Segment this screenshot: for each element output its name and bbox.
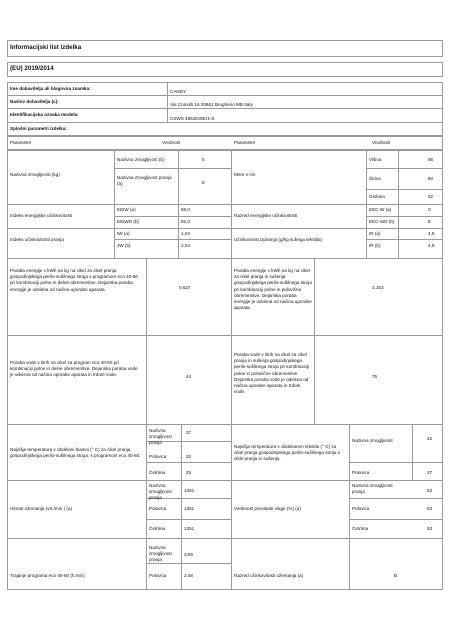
ir-value: 4,9: [428, 231, 435, 236]
energy-wd-text: Poraba energije v kWh na kg na cikel za cikel pranja in sušenja gospodinjskega perilo-sušilnega stroja pri kombinaciji polne in polovične obremenitve. Dejanska poraba energije je odvisna od načina uporabe aparata.: [234, 268, 312, 311]
address-label: Naslov dobavitelja (c):: [10, 99, 59, 104]
eeiw-value: 69,0: [181, 207, 190, 212]
dims-label: Mere v cm: [234, 172, 256, 177]
eei-label: Indeks energijske učinkovitosti: [10, 213, 73, 218]
energy-wd-value: 3,153: [372, 285, 384, 290]
capacity-label: Nazivna zmogljivost (kg): [10, 172, 60, 177]
param-header-1: Parameter: [10, 140, 32, 145]
temp-wd-half-value: 27: [427, 470, 433, 475]
temp-wd-rated-value: 42: [427, 436, 433, 441]
moist-rated-value: 53: [427, 488, 433, 493]
height-label: Višina: [369, 157, 382, 162]
cap-wash-label: Nazivna zmogljivost pranja (a): [117, 175, 172, 187]
model-value: CSWS 4852DWE/1-S: [170, 116, 215, 121]
width-label: Širina: [369, 176, 381, 181]
eeiw-label: EEIW (a): [117, 207, 136, 212]
energy-w-value: 0,637: [179, 285, 191, 290]
spin-quarter-label: Četrtina: [149, 526, 166, 531]
wash-eff-label: Indeks učinkovitosti pranja: [10, 237, 64, 242]
moist-quarter-value: 53: [427, 526, 433, 531]
eeiwd-label: EEIWD (b): [117, 219, 139, 224]
temp-half-value: 32: [186, 454, 192, 459]
iw-value: 1,04: [181, 231, 190, 236]
ee-class-label: Razred energijske učinkovitosti: [234, 213, 298, 218]
iw-label: IW (a): [117, 231, 130, 236]
general-params-label: Splošni parametri izdelka:: [10, 126, 67, 131]
jw-value: 1,04: [181, 243, 190, 248]
water-w-value: 44: [186, 374, 192, 379]
width-value: 60: [428, 176, 434, 181]
cap-rated-label: Nazivna zmogljivost (b): [117, 157, 165, 162]
dur-half-label: Polovica: [149, 573, 167, 578]
spin-half-label: Polovica: [149, 506, 167, 511]
ir2-value: 4,9: [428, 243, 435, 248]
regulation: (EU) 2019/2014: [10, 65, 54, 72]
value-header-1: Vrednost: [162, 140, 181, 145]
value-header-2: Vrednost: [372, 140, 391, 145]
brand-value: CANDY: [170, 89, 187, 94]
jw-label: JW (b): [117, 243, 131, 248]
address-value: Via Comolli 16 20861 Brugherio MB Italy: [170, 102, 253, 107]
eecwd-label: EEC-WD (b): [369, 219, 395, 224]
spin-class-label: Razred učinkovitosti ožemanja (a): [234, 573, 304, 578]
depth-value: 52: [428, 194, 434, 199]
height-value: 85: [428, 157, 434, 162]
energy-w-text: Poraba energije v kWh na kg na cikel za cikel pranja gospodinjskega perilo-sušilnega stroja s programom eco 40-60 pri kombinaciji polne in delne obremenitve. Dejanska poraba energije je odvisna od načina uporabe aparata.: [10, 268, 138, 292]
page-title: Informacijski list izdelka: [10, 44, 82, 51]
temp-wd-half-label: Polovica: [352, 470, 370, 475]
spin-class-value: B: [394, 573, 398, 578]
water-wd-text: Poraba vode v litrih na cikel za cikel pranja in sušenja gospodinjskega perilo-sušilnega stroja pri kombinaciji polne in polovične obremenitve. Dejanska poraba vode je odvisna od načina uporabe aparata in trdote vode.: [234, 352, 310, 395]
moist-half-label: Polovica: [352, 506, 370, 511]
water-wd-value: 75: [372, 374, 378, 379]
cap-wash-value: 8: [202, 180, 205, 185]
cap-rated-value: 5: [202, 157, 205, 162]
regulation-box: [7, 62, 443, 77]
dur-half-value: 2:48: [184, 573, 193, 578]
temp-half-label: Polovica: [149, 454, 167, 459]
eeiwd-value: 82,0: [181, 219, 190, 224]
moist-half-value: 53: [427, 506, 433, 511]
spin-half-value: 1351: [184, 506, 195, 511]
temp-wd-rated-label: Nazivna zmogljivost: [352, 438, 393, 443]
dur-rated-value: 3:59: [184, 552, 193, 557]
model-label: Identifikacijska oznaka modela:: [10, 112, 79, 117]
spin-rated-label: Nazivna zmogljivost pranja: [149, 483, 172, 501]
temp-quarter-value: 25: [186, 470, 192, 475]
water-w-text: Poraba vode v litrih na cikel za program eco 40-60 pri kombinaciji polne in delne obremenitve. Dejanska poraba vode je odvisna od načina uporabe aparata in trdote vode.: [10, 360, 138, 378]
eecw-value: C: [428, 207, 432, 212]
brand-label: Ime dobavitelja ali blagovna znamka:: [10, 86, 91, 91]
temp-rated-label: Nazivna zmogljivost pranja: [149, 428, 172, 446]
dur-rated-label: Nazivna zmogljivost pranja: [149, 545, 172, 563]
temp-wd-text: Najvišja temperatura v obdelanem tekstilu (° C) za cikel pranja gospodinjskega perilo-sušilnega stroja s cikle pranja in sušenja.: [234, 444, 340, 462]
eecw-label: EEC-W (a): [369, 207, 392, 212]
temp-w-text: Najvišja temperatura v obdelani tkanini (° C) za cikel pranja gospodinjskega perilo-sušilnega stroja, s programom eco 40-60.: [10, 447, 141, 459]
ir2-label: IR (b): [369, 243, 381, 248]
depth-label: Globina: [369, 194, 385, 199]
spin-rated-value: 1351: [184, 488, 195, 493]
duration-label: Trajanje programa eco 40-60 (h:min): [10, 573, 85, 578]
temp-rated-value: 37: [186, 430, 192, 435]
moist-quarter-label: Četrtina: [352, 526, 369, 531]
rinse-label: Učinkovitost izpiranja (g/kg suhega tekstila): [234, 237, 323, 242]
ir-label: IR (a): [369, 231, 381, 236]
spin-quarter-value: 1351: [184, 526, 195, 531]
moisture-label: Vsebnost preostale vlage (%) (a): [234, 506, 301, 511]
moist-rated-label: Nazivna zmogljivost pranja: [352, 483, 393, 495]
spin-label: Hitrost ožemanja (vrt./min.) (a): [10, 506, 73, 511]
param-header-2: Parameter: [234, 140, 256, 145]
eecwd-value: E: [428, 219, 432, 224]
temp-quarter-label: Četrtina: [149, 470, 166, 475]
